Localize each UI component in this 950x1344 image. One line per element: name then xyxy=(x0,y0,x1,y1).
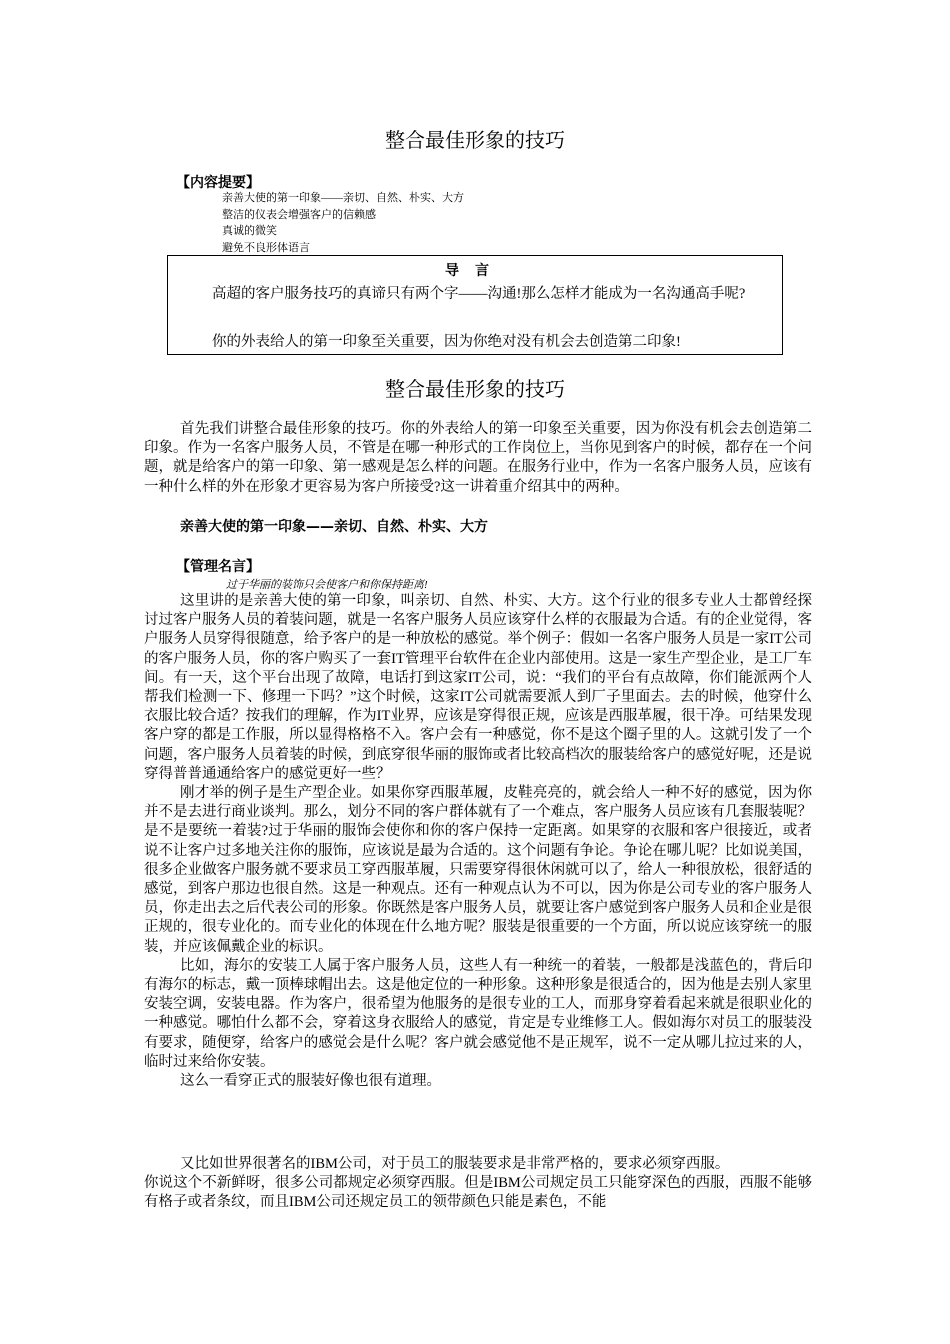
body-text xyxy=(144,1155,812,1213)
page-title: 整合最佳形象的技巧 xyxy=(385,128,565,152)
summary-item: 整洁的仪表会增强客户的信赖感 xyxy=(222,208,376,221)
summary-list xyxy=(222,190,464,256)
paragraph: 你说这个不新鲜呀，很多公司都规定必须穿西服。但是IBM公司规定员工只能穿深色的西服，西服不能够有格子或者条纹，而且IBM公司还规定员工的领带颜色只能是素色，不能 xyxy=(144,1175,812,1211)
summary-item: 亲善大使的第一印象——亲切、自然、朴实、大方 xyxy=(222,192,464,204)
section-title: 整合最佳形象的技巧 xyxy=(385,377,565,401)
body-text xyxy=(144,420,812,497)
intro-paragraph: 你的外表给人的第一印象至关重要，因为你绝对没有机会去创造第二印象! xyxy=(212,334,681,350)
paragraph: 又比如世界很著名的IBM公司，对于员工的服装要求是非常严格的，要求必须穿西服。 xyxy=(180,1156,730,1172)
intro-box xyxy=(167,255,783,355)
summary-item: 避免不良形体语言 xyxy=(222,241,310,254)
maxim-quote: 过于华丽的装饰只会使客户和你保持距离! xyxy=(226,579,428,591)
subheading: 亲善大使的第一印象——亲切、自然、朴实、大方 xyxy=(180,519,488,535)
paragraph: 这么一看穿正式的服装好像也很有道理。 xyxy=(180,1073,441,1090)
maxim-heading: 【管理名言】 xyxy=(176,559,260,575)
paragraph: 这里讲的是亲善大使的第一印象，叫亲切、自然、朴实、大方。这个行业的很多专业人士都曾经探讨过客户服务人员的着装问题，就是一名客户服务人员应该穿什么样的衣服最为合适。有的企业觉得，客户服务人员穿得很随意，给予客户的是一种放松的感觉。举个例子：假如一名客户服务人员是一家IT公司的客户服务人员，你的客户购买了一套IT管理平台软件在企业内部使用。这是一家生产型企业，是工厂车间。有一天，这个平台出现了故障，电话打到这家IT公司，说：“我们的平台有点故障，你们能派两个人帮我们检测一下、修理一下吗？”这个时候，这家IT公司就需要派人到厂子里面去。去的时候，他穿什么衣服比较合适？按我们的理解，作为IT业界，应该是穿得很正规，应该是西服革履，很干净。可结果发现客户穿的都是工作服，所以显得格格不入。客户会有一种感觉，你不是这个圈子里的人。这就引发了一个问题，客户服务人员着装的时候，到底穿很华丽的服饰或者比较高档次的服装给客户的感觉好呢，还是说穿得普普通通给客户的感觉更好一些？ xyxy=(144,593,812,782)
body-text xyxy=(144,592,812,1091)
paragraph: 首先我们讲整合最佳形象的技巧。你的外表给人的第一印象至关重要，因为你没有机会去创造第二印象。作为一名客户服务人员，不管是在哪一种形式的工作岗位上，当你见到客户的时候，都存在一个问题，就是给客户的第一印象、第一感观是怎么样的问题。在服务行业中，作为一名客户服务人员，应该有一种什么样的外在形象才更容易为客户所接受?这一讲着重介绍其中的两种。 xyxy=(144,421,812,495)
paragraph: 比如，海尔的安装工人属于客户服务人员，这些人有一种统一的着装，一般都是浅蓝色的，背后印有海尔的标志，戴一顶棒球帽出去。这是他定位的一种形象。这种形象是很适合的，因为他是去别人家里安装空调，安装电器。作为客户，很希望为他服务的是很专业的工人，而那身穿着看起来就是很职业化的一种感觉。哪怕什么都不会，穿着这身衣服给人的感觉，肯定是专业维修工人。假如海尔对员工的服装没有要求，随便穿，给客户的感觉会是什么呢？客户就会感觉他不是正规军，说不一定从哪儿拉过来的人，临时过来给你安装。 xyxy=(144,957,812,1070)
intro-heading: 导言 xyxy=(445,263,505,279)
intro-paragraph: 高超的客户服务技巧的真谛只有两个字——沟通!那么怎样才能成为一名沟通高手呢? xyxy=(212,286,746,302)
summary-item: 真诚的微笑 xyxy=(222,225,277,237)
summary-heading: 【内容提要】 xyxy=(176,175,260,191)
paragraph: 刚才举的例子是生产型企业。如果你穿西服革履，皮鞋亮亮的，就会给人一种不好的感觉，因为你并不是去进行商业谈判。那么，划分不同的客户群体就有了一个难点，客户服务人员应该有几套服装呢？是不是要统一着装?过于华丽的服饰会使你和你的客户保持一定距离。如果穿的衣服和客户很接近，或者说不让客户过多地关注你的服饰，应该说是最为合适的。这个问题有争论。争论在哪儿呢？比如说美国，很多企业做客户服务就不要求员工穿西服革履，只需要穿得很休闲就可以了，给人一种很放松，很舒适的感觉，到客户那边也很自然。这是一种观点。还有一种观点认为不可以，因为你是公司专业的客户服务人员，你走出去之后代表公司的形象。你既然是客户服务人员，就要让客户感觉到客户服务人员和企业是很正规的，很专业化的。而专业化的体现在什么地方呢？服装是很重要的一个方面，所以说应该穿统一的服装，并应该佩戴企业的标识。 xyxy=(144,785,812,955)
